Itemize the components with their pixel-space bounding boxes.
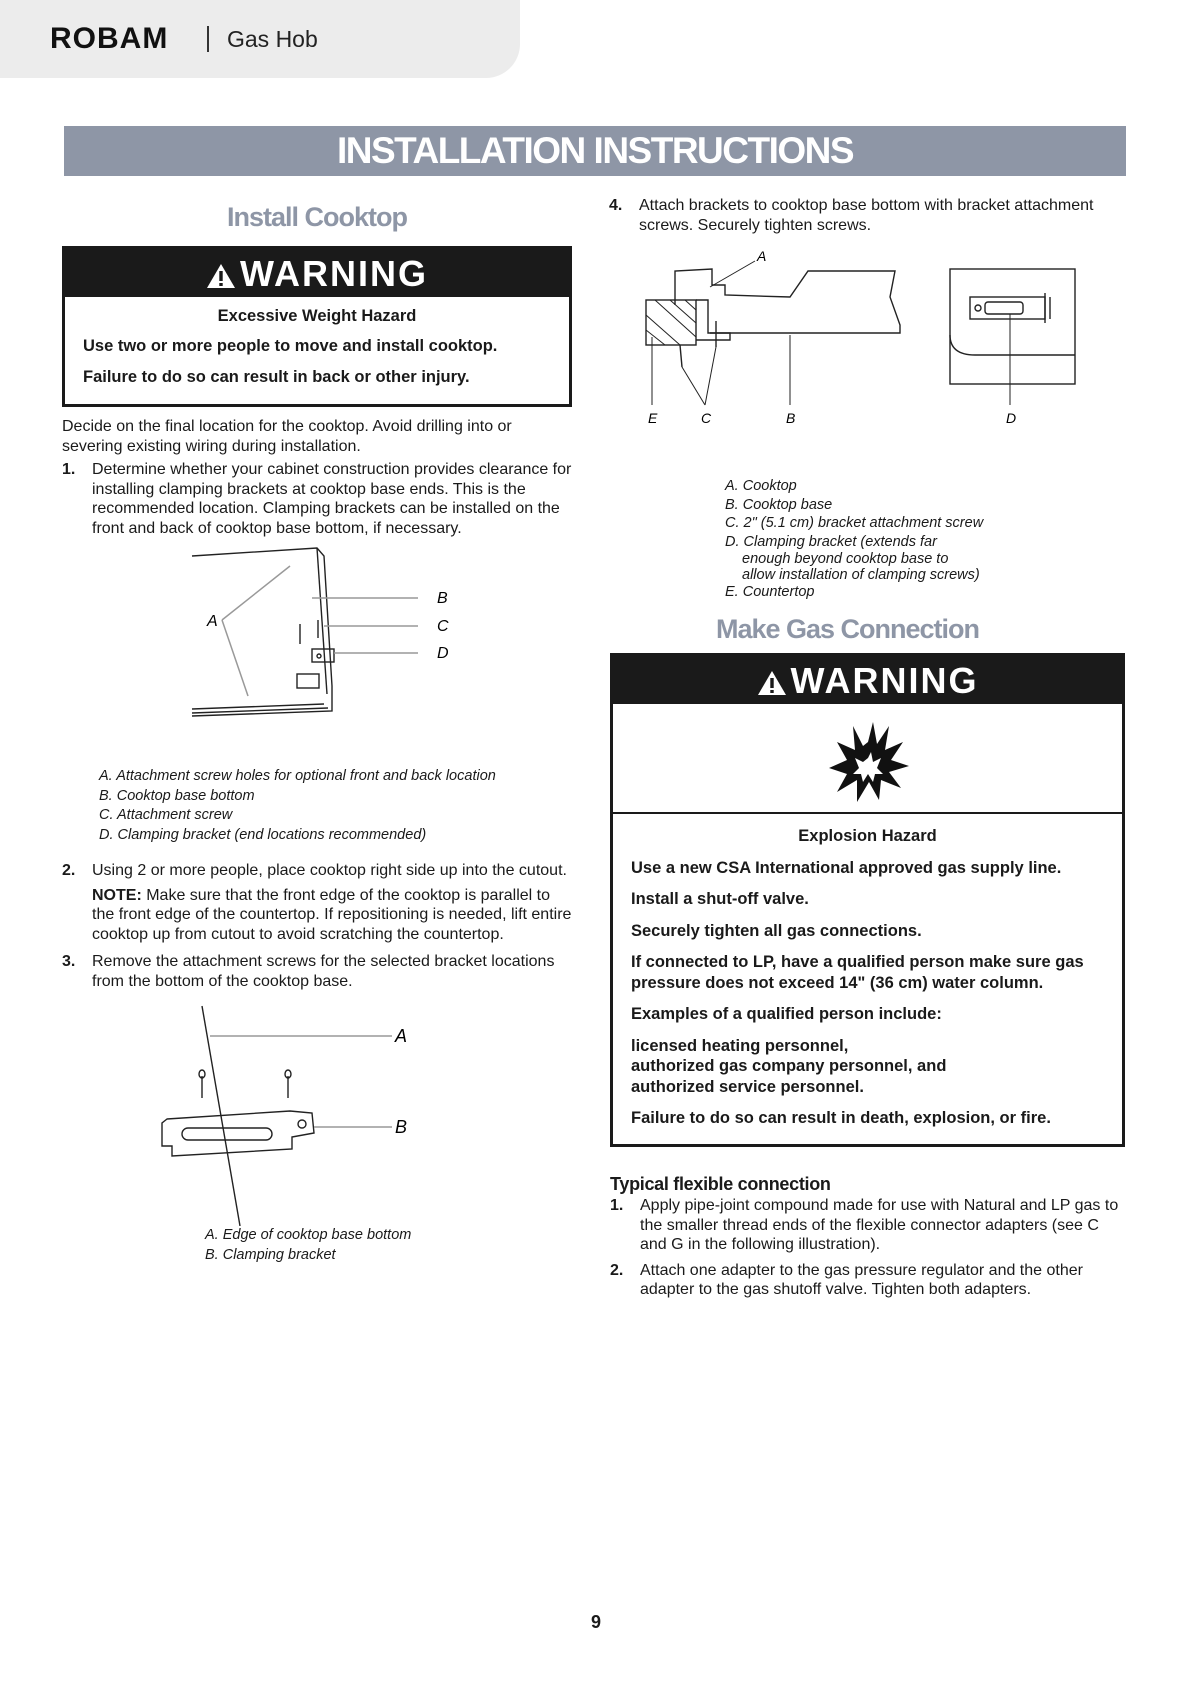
step-number: 1. [610,1197,624,1214]
section-title-install-cooktop: Install Cooktop [227,202,407,232]
caption-line: enough beyond cooktop base to [742,551,949,567]
warning-triangle-icon [206,262,236,290]
caption-line: D. Clamping bracket (extends far [725,533,937,550]
caption-line: A. Cooktop [725,478,797,494]
caption-line: A. Attachment screw holes for optional front and back location [99,768,496,784]
step-number: 2. [610,1261,624,1279]
warning-line: authorized service personnel. [631,1077,864,1096]
warning-line: Failure to do so can result in death, explosion, or fire. [631,1109,1051,1127]
figure-label: D [1006,410,1017,426]
section-title-make-gas-connection: Make Gas Connection [715,613,980,644]
header-divider [207,26,209,52]
figure-3-caption [725,477,1125,602]
page-number: 9 [590,1612,601,1632]
step-note [92,886,572,945]
note-text: Make sure that the front edge of the cooktop is parallel to the front edge of the countertop. If repositioning is needed, lift entire cooktop up from cutout to avoid scratching the countertop. [92,886,572,943]
figure-label: E [648,410,658,426]
warning-line: authorized gas company personnel, and [631,1057,947,1075]
step-3 [62,952,572,991]
figure-label: C [701,410,712,426]
step-text: Attach brackets to cooktop base bottom with bracket attachment screws. Securely tighten screws. [639,197,1094,234]
brand-logo: ROBAM [50,22,169,55]
warning-body [613,814,1122,1144]
step-number: 3. [62,953,76,970]
caption-line: B. Clamping bracket [205,1246,336,1263]
warning-triangle-icon [757,669,787,697]
figure-label: A [395,1026,408,1046]
warning-body [65,297,569,405]
warning-line: Securely tighten all gas connections. [631,921,922,940]
figure-label: B [786,410,796,426]
explosion-icon [823,712,913,808]
warning-line: Install a shut-off valve. [631,890,809,908]
step-number: 4. [609,197,623,214]
figure-cooktop-cross-section [610,245,1125,445]
step-4 [609,196,1125,235]
warning-line: Failure to do so can result in back or other injury. [83,367,470,386]
figure-label: A [207,613,218,630]
caption-line: C. 2" (5.1 cm) bracket attachment screw [725,515,984,531]
gas-step-2 [610,1261,1125,1300]
figure-1-caption [99,767,572,845]
warning-line: If connected to LP, have a qualified person make sure gas pressure does not exceed 14" (36 cm) water column. [631,953,1084,992]
figure-2-caption [205,1226,572,1265]
product-name: Gas Hob [227,26,318,52]
caption-line: C. Attachment screw [99,807,233,823]
figure-label: B [437,590,448,607]
warning-box-explosion [610,653,1125,1147]
warning-line: Use a new CSA International approved gas supply line. [631,858,1062,877]
intro-paragraph: Decide on the final location for the cooktop. Avoid drilling into or severing existing wiring during installation. [62,418,512,455]
step-text: Using 2 or more people, place cooktop right side up into the cutout. [92,862,567,879]
right-column [610,196,1125,1300]
note-label: NOTE: [92,886,142,904]
step-number: 2. [62,862,76,879]
gas-step-1 [610,1196,1125,1255]
figure-cooktop-base-bottom [62,546,572,761]
caption-line: A. Edge of cooktop base bottom [205,1227,412,1243]
step-number: 1. [62,461,76,478]
subhead-typical-flexible-connection: Typical flexible connection [610,1173,831,1194]
figure-clamping-bracket [62,1001,572,1226]
hazard-title: Excessive Weight Hazard [217,306,417,325]
figure-label: D [437,645,449,662]
warning-label: WARNING [240,252,428,294]
step-1 [62,460,572,538]
caption-line: allow installation of clamping screws) [742,567,980,583]
left-column [62,190,572,1265]
figure-label: B [395,1117,408,1137]
warning-line: Use two or more people to move and install cooktop. [83,337,498,355]
step-text: Attach one adapter to the gas pressure regulator and the other adapter to the gas shutoff valve. Tighten both adapters. [640,1261,1083,1298]
figure-label: C [437,618,449,635]
caption-line: B. Cooktop base [725,496,833,513]
warning-line: licensed heating personnel, [631,1036,849,1055]
caption-line: B. Cooktop base bottom [99,787,255,804]
explosion-symbol-panel [613,704,1122,814]
warning-header [613,656,1122,704]
warning-header [65,249,569,297]
hazard-title: Explosion Hazard [798,827,937,845]
figure-label: A [757,248,767,264]
page-title-banner: INSTALLATION INSTRUCTIONS [64,126,1126,176]
step-2 [62,861,572,944]
step-text: Remove the attachment screws for the selected bracket locations from the bottom of the cooktop base. [92,953,555,990]
warning-line: Examples of a qualified person include: [631,1005,942,1023]
warning-label: WARNING [790,660,979,701]
warning-box-weight [62,246,572,408]
caption-line: D. Clamping bracket (end locations recommended) [99,826,427,843]
step-text: Determine whether your cabinet construction provides clearance for installing clamping brackets at cooktop base ends. This is the recommended location. Clamping brackets can be installed on the front and back of cooktop base bottom, if necessary. [92,461,572,537]
step-text: Apply pipe-joint compound made for use with Natural and LP gas to the smaller thread ends of the flexible connector adapters (see C and G in the following illustration). [640,1197,1119,1253]
caption-line: E. Countertop [725,584,815,600]
